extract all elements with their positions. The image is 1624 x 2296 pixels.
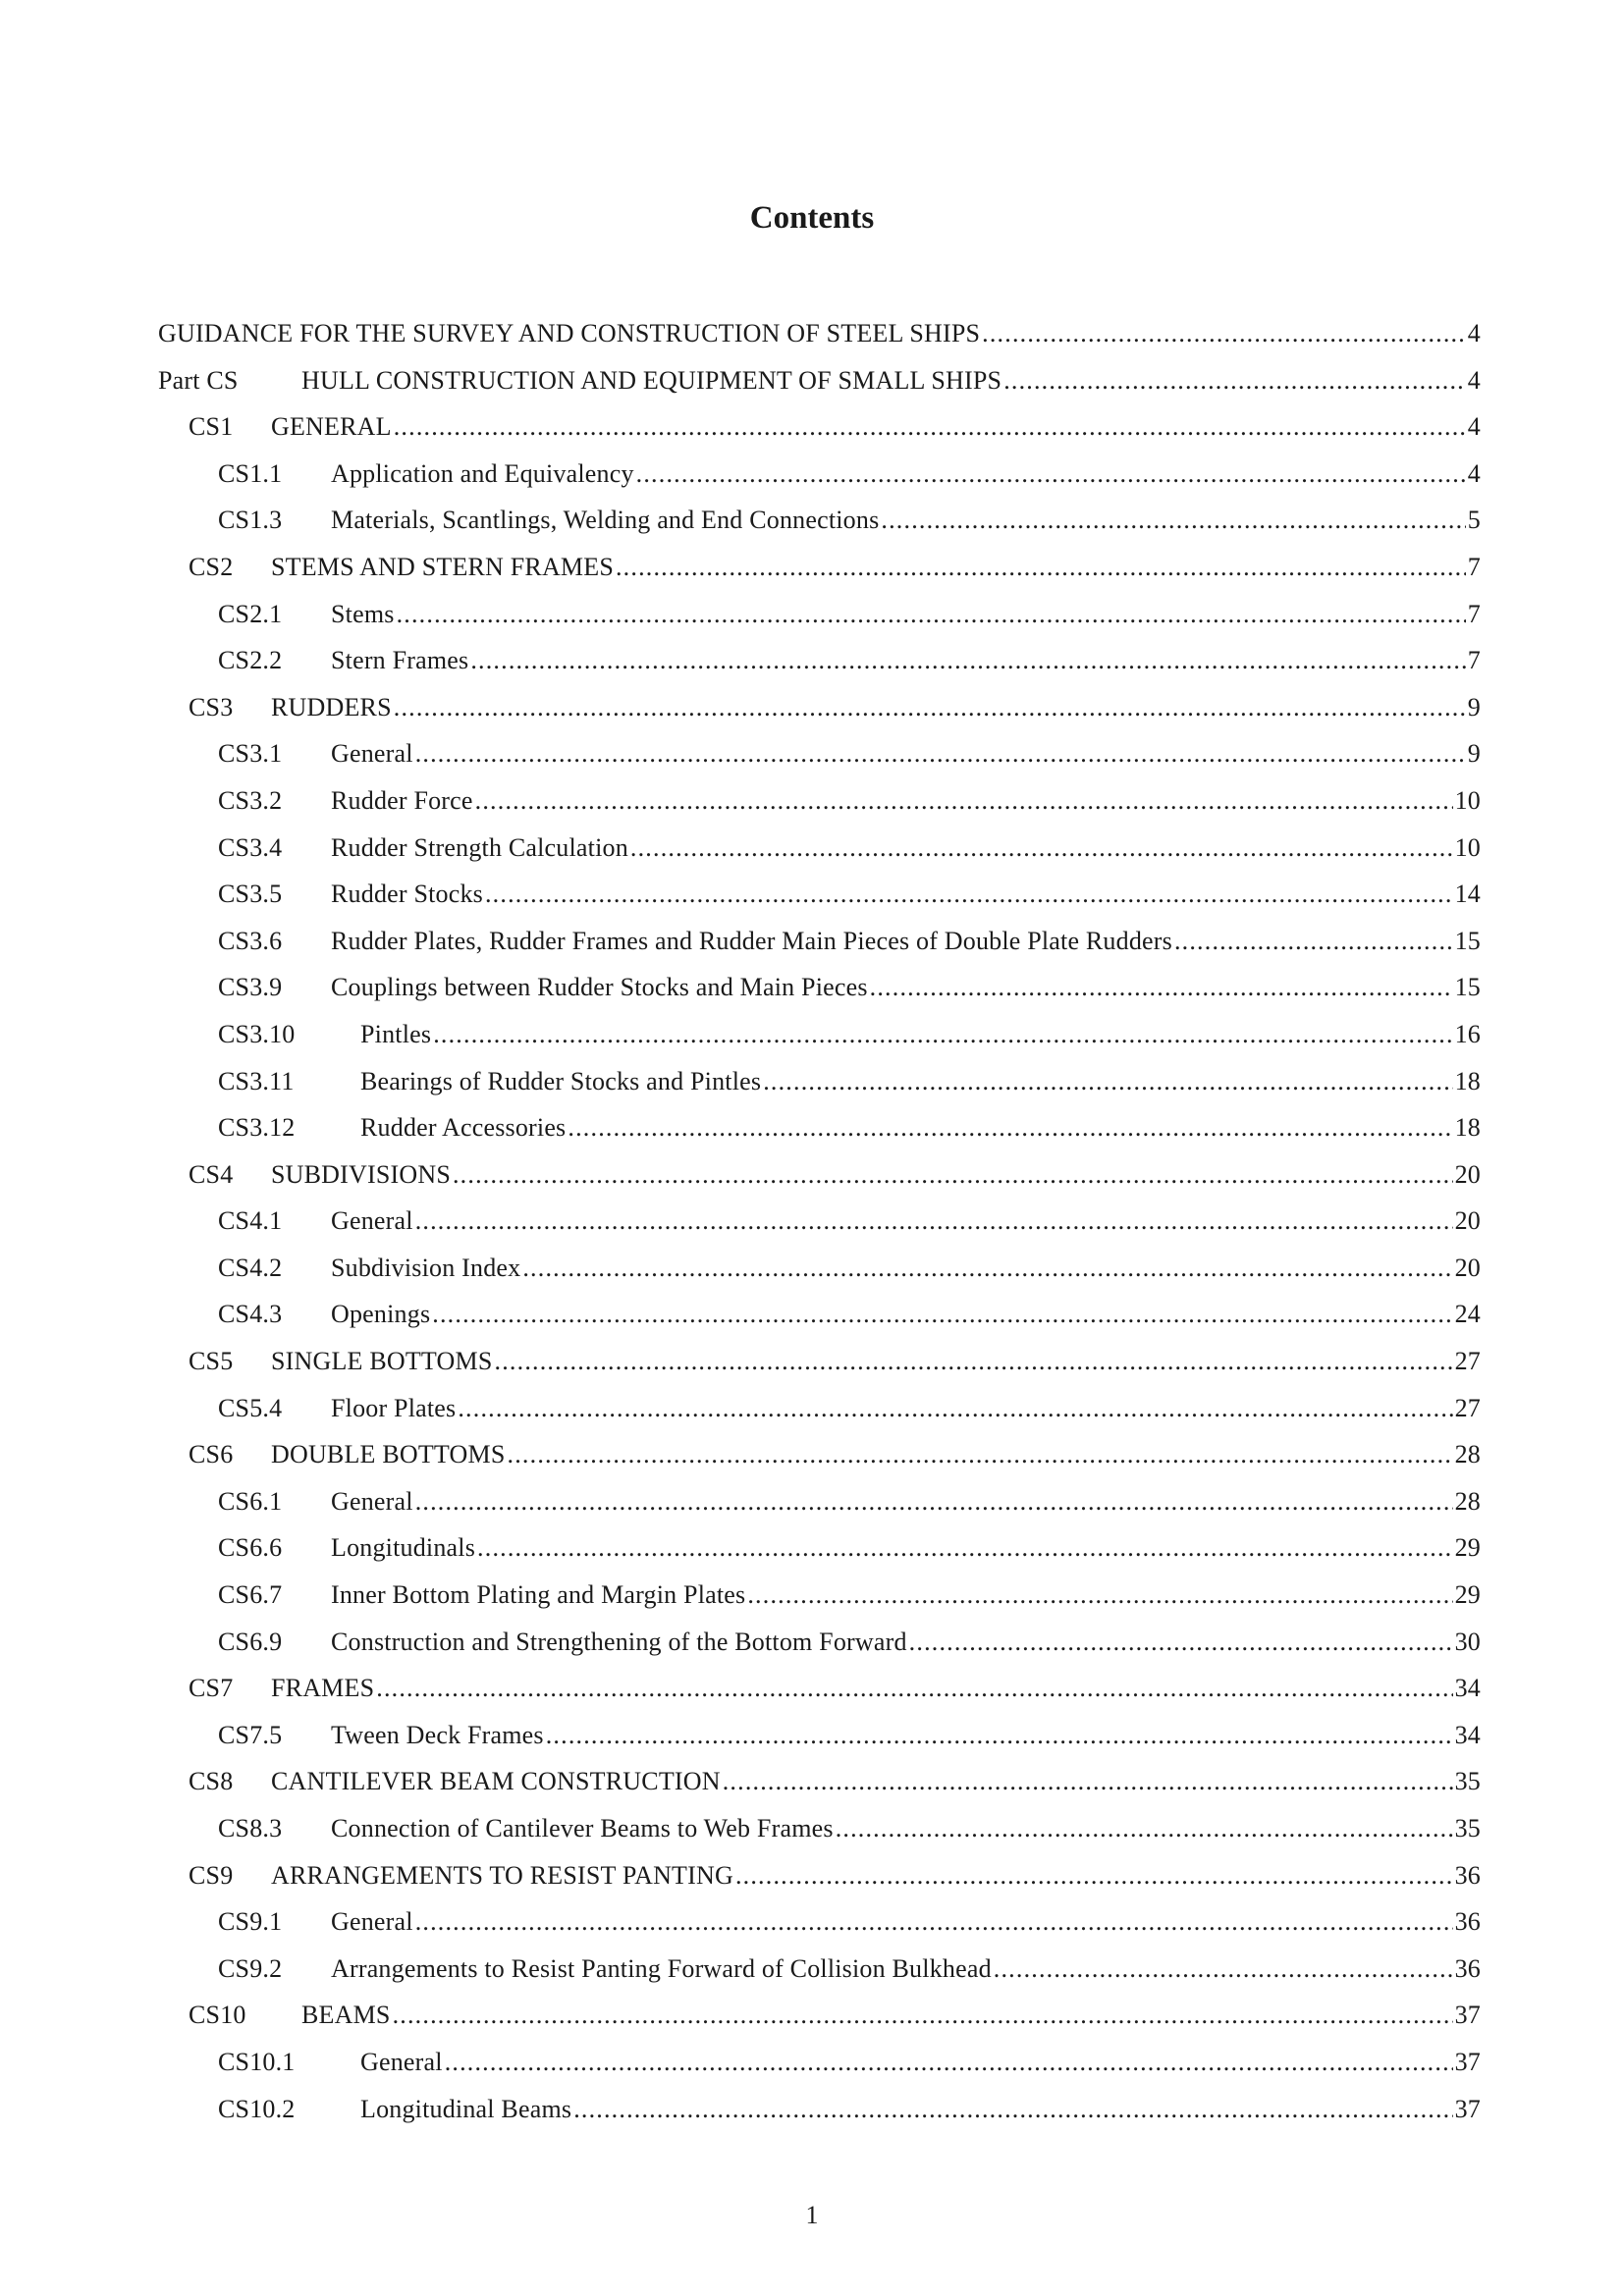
toc-entry-number: CS6.7 [218,1580,283,1610]
toc-entry-number: CS3.6 [218,926,283,955]
toc-entry-page: 9 [1467,692,1481,721]
toc-entry-title: Construction and Strengthening of the Bottom Forward [331,1627,907,1656]
toc-leader-dots [415,1905,1453,1939]
toc-entry-page: 18 [1454,1066,1481,1095]
toc-entry-page: 4 [1467,412,1481,442]
toc-entry-page: 36 [1454,1860,1481,1890]
toc-leader-dots [445,2046,1453,2079]
toc-entry-page: 28 [1454,1440,1481,1469]
toc-entry[interactable] [158,971,1481,1018]
toc-entry-page: 14 [1454,880,1481,909]
toc-entry-page: 24 [1454,1300,1481,1329]
toc-entry-number: CS3.1 [218,739,283,769]
toc-leader-dots [1003,364,1466,398]
toc-entry[interactable] [158,878,1481,925]
toc-entry-page: 27 [1454,1393,1481,1422]
toc-entry-title: ARRANGEMENTS TO RESIST PANTING [271,1860,733,1890]
toc-leader-dots [616,551,1466,584]
toc-leader-dots [470,644,1465,677]
toc-entry-number: CS8.3 [218,1814,283,1842]
toc-entry[interactable] [158,410,1481,457]
toc-entry[interactable] [158,1719,1481,1766]
toc-entry[interactable] [158,691,1481,738]
toc-entry-page: 4 [1467,458,1481,488]
toc-entry-title: GENERAL [271,412,392,442]
toc-leader-dots [477,1531,1453,1565]
toc-entry-number: CS9.2 [218,1953,283,1983]
toc-leader-dots [415,1204,1453,1238]
toc-entry[interactable] [158,598,1481,645]
toc-leader-dots [432,1298,1452,1331]
toc-entry-number: CS5.4 [218,1393,283,1422]
toc-leader-dots [994,1952,1453,1986]
toc-entry-title: HULL CONSTRUCTION AND EQUIPMENT OF SMALL SHIPS [301,365,1002,395]
toc-entry[interactable] [158,1812,1481,1859]
toc-entry-number: CS9 [189,1860,234,1890]
toc-entry-page: 37 [1454,2047,1481,2076]
toc-leader-dots [763,1065,1452,1098]
toc-leader-dots [376,1672,1452,1705]
toc-entry-title: General [331,1206,413,1236]
toc-entry-number: CS4.2 [218,1253,283,1282]
toc-leader-dots [982,317,1466,350]
toc-entry-title: SUBDIVISIONS [271,1159,451,1189]
toc-entry[interactable] [158,1485,1481,1532]
toc-entry-title: General [331,1486,413,1516]
toc-entry-number: CS1.1 [218,458,283,488]
toc-entry-number: CS3.10 [218,1019,296,1048]
toc-entry[interactable] [158,1065,1481,1112]
toc-entry-page: 10 [1454,832,1481,862]
toc-leader-dots [394,691,1466,724]
toc-entry-title: Rudder Strength Calculation [331,832,628,862]
toc-entry[interactable] [158,317,1481,364]
toc-entry-number: CS4.3 [218,1300,283,1329]
toc-leader-dots [573,2093,1452,2126]
toc-entry-number: CS3.11 [218,1066,295,1095]
toc-entry-page: 27 [1454,1347,1481,1376]
toc-entry-page: 7 [1467,552,1481,581]
toc-entry[interactable] [158,1204,1481,1252]
toc-leader-dots [458,1392,1452,1425]
toc-entry-page: 36 [1454,1907,1481,1937]
toc-entry-title: Application and Equivalency [331,458,634,488]
toc-leader-dots [394,410,1466,444]
toc-leader-dots [433,1018,1452,1051]
toc-leader-dots [636,457,1466,491]
toc-entry[interactable] [158,1018,1481,1065]
page-number: 1 [805,2201,819,2229]
toc-entry-number: CS2.1 [218,599,283,628]
toc-entry[interactable] [158,1952,1481,2000]
toc-leader-dots [568,1111,1452,1145]
toc-entry-title: Bearings of Rudder Stocks and Pintles [360,1066,762,1095]
toc-entry-page: 4 [1467,365,1481,395]
toc-entry[interactable] [158,1158,1481,1205]
toc-entry-page: 34 [1454,1720,1481,1749]
toc-leader-dots [453,1158,1453,1192]
toc-entry-title: Materials, Scantlings, Welding and End Connections [331,506,880,535]
toc-leader-dots [485,878,1453,911]
toc-entry-number: Part CS [158,365,239,395]
toc-entry-title: Couplings between Rudder Stocks and Main Pieces [331,973,868,1002]
toc-entry-page: 20 [1454,1253,1481,1282]
toc-entry-page: 9 [1467,739,1481,769]
toc-entry-page: 16 [1454,1019,1481,1048]
toc-entry-title: General [331,1907,413,1937]
toc-entry-page: 34 [1454,1674,1481,1703]
toc-entry-number: CS2 [189,552,234,581]
toc-entry-number: CS6.1 [218,1486,283,1516]
toc-leader-dots [881,504,1465,537]
toc-entry-number: CS9.1 [218,1907,283,1937]
toc-leader-dots [415,1485,1453,1519]
toc-entry[interactable] [158,784,1481,831]
toc-leader-dots [546,1719,1453,1752]
toc-leader-dots [747,1578,1452,1612]
toc-entry-page: 36 [1454,1953,1481,1983]
toc-entry-title: RUDDERS [271,692,392,721]
toc-leader-dots [836,1812,1453,1845]
toc-entry[interactable] [158,1765,1481,1812]
toc-entry-number: CS6 [189,1440,234,1469]
toc-leader-dots [415,737,1466,771]
toc-entry-number: CS10 [189,2001,246,2030]
toc-entry[interactable] [158,1392,1481,1439]
toc-entry-page: 15 [1454,973,1481,1002]
toc-entry-page: 15 [1454,926,1481,955]
toc-entry-number: CS7 [189,1674,234,1703]
toc-entry-title: Inner Bottom Plating and Margin Plates [331,1580,746,1610]
toc-entry-page: 5 [1467,506,1481,535]
toc-entry[interactable] [158,1578,1481,1626]
toc-entry[interactable] [158,1252,1481,1299]
toc-entry[interactable] [158,364,1481,411]
toc-entry-number: CS3.12 [218,1113,296,1143]
toc-entry-number: CS2.2 [218,646,283,675]
toc-entry[interactable] [158,1905,1481,1952]
toc-entry[interactable] [158,457,1481,505]
toc-leader-dots [1174,925,1453,958]
toc-entry-title: Stern Frames [331,646,469,675]
toc-entry-title: Connection of Cantilever Beams to Web Frames [331,1814,834,1842]
toc-leader-dots [630,831,1453,865]
toc-entry-number: CS6.6 [218,1533,283,1563]
toc-entry-page: 30 [1454,1627,1481,1656]
toc-leader-dots [870,971,1453,1004]
toc-entry-number: CS1 [189,412,234,442]
toc-entry-title: General [360,2047,443,2076]
toc-entry-number: CS5 [189,1347,234,1376]
toc-leader-dots [475,784,1453,818]
toc-entry[interactable] [158,1626,1481,1673]
toc-entry-number: CS3.4 [218,832,283,862]
toc-entry[interactable] [158,925,1481,972]
toc-entry-title: GUIDANCE FOR THE SURVEY AND CONSTRUCTION OF STEEL SHIPS [158,319,981,347]
toc-entry-page: 10 [1454,785,1481,815]
toc-entry-title: BEAMS [301,2001,391,2030]
toc-entry-page: 20 [1454,1206,1481,1236]
toc-entry-number: CS3.5 [218,880,283,909]
toc-entry[interactable] [158,2093,1481,2140]
toc-entry-number: CS10.2 [218,2094,296,2123]
toc-entry-number: CS3.9 [218,973,283,1002]
toc-entry-title: Tween Deck Frames [331,1720,544,1749]
toc-entry-title: Floor Plates [331,1393,457,1422]
toc-entry-page: 7 [1467,599,1481,628]
toc-entry-title: Longitudinal Beams [360,2094,572,2123]
toc-entry[interactable] [158,1111,1481,1158]
toc-leader-dots [508,1438,1453,1471]
toc-entry-page: 28 [1454,1486,1481,1516]
toc-entry-number: CS6.9 [218,1627,283,1656]
toc-entry-number: CS4 [189,1159,234,1189]
toc-entry[interactable] [158,1298,1481,1345]
toc-leader-dots [393,1999,1453,2032]
toc-entry-page: 7 [1467,646,1481,675]
toc-entry[interactable] [158,1999,1481,2046]
toc-entry-page: 35 [1454,1814,1481,1842]
toc-entry-page: 20 [1454,1159,1481,1189]
toc-entry-title: CANTILEVER BEAM CONSTRUCTION [271,1767,721,1796]
toc-entry-title: Openings [331,1300,431,1329]
toc-entry-page: 37 [1454,2094,1481,2123]
toc-entry[interactable] [158,551,1481,598]
toc-entry-title: SINGLE BOTTOMS [271,1347,493,1376]
toc-entry-title: Stems [331,599,395,628]
toc-entry-number: CS7.5 [218,1720,283,1749]
toc-entry-number: CS8 [189,1767,234,1796]
toc-leader-dots [397,598,1466,631]
toc-entry-page: 37 [1454,2001,1481,2030]
toc-leader-dots [735,1859,1453,1893]
toc-entry-title: Pintles [360,1019,432,1048]
toc-entry-title: FRAMES [271,1674,375,1703]
page-title: Contents [749,200,875,236]
toc-entry-title: Longitudinals [331,1533,476,1563]
toc-entry[interactable] [158,1672,1481,1719]
toc-entry-title: DOUBLE BOTTOMS [271,1440,506,1469]
toc-entry[interactable] [158,1859,1481,1906]
toc-entry-number: CS3 [189,692,234,721]
toc-entry-title: General [331,739,413,769]
toc-entry-title: Subdivision Index [331,1253,521,1282]
toc-entry-title: Rudder Stocks [331,880,483,909]
toc-entry[interactable] [158,1345,1481,1392]
toc-entry[interactable] [158,1438,1481,1485]
toc-entry-number: CS4.1 [218,1206,283,1236]
table-of-contents [158,317,1481,2139]
toc-leader-dots [495,1345,1453,1378]
toc-entry-page: 29 [1454,1533,1481,1563]
toc-entry-number: CS3.2 [218,785,283,815]
toc-entry-title: Arrangements to Resist Panting Forward of Collision Bulkhead [331,1953,992,1983]
toc-entry[interactable] [158,644,1481,691]
toc-entry[interactable] [158,2046,1481,2093]
toc-entry-page: 18 [1454,1113,1481,1143]
toc-entry[interactable] [158,831,1481,879]
toc-leader-dots [909,1626,1453,1659]
toc-entry-page: 29 [1454,1580,1481,1610]
toc-entry[interactable] [158,737,1481,784]
toc-entry-number: CS1.3 [218,506,283,535]
toc-entry-number: CS10.1 [218,2047,296,2076]
toc-entry[interactable] [158,504,1481,551]
toc-leader-dots [723,1765,1453,1798]
toc-entry[interactable] [158,1531,1481,1578]
toc-entry-title: Rudder Accessories [360,1113,567,1143]
toc-leader-dots [522,1252,1452,1285]
toc-entry-title: Rudder Force [331,785,473,815]
toc-entry-page: 4 [1467,319,1481,347]
toc-entry-title: Rudder Plates, Rudder Frames and Rudder Main Pieces of Double Plate Rudders [331,926,1172,955]
toc-entry-title: STEMS AND STERN FRAMES [271,552,614,581]
toc-entry-page: 35 [1454,1767,1481,1796]
